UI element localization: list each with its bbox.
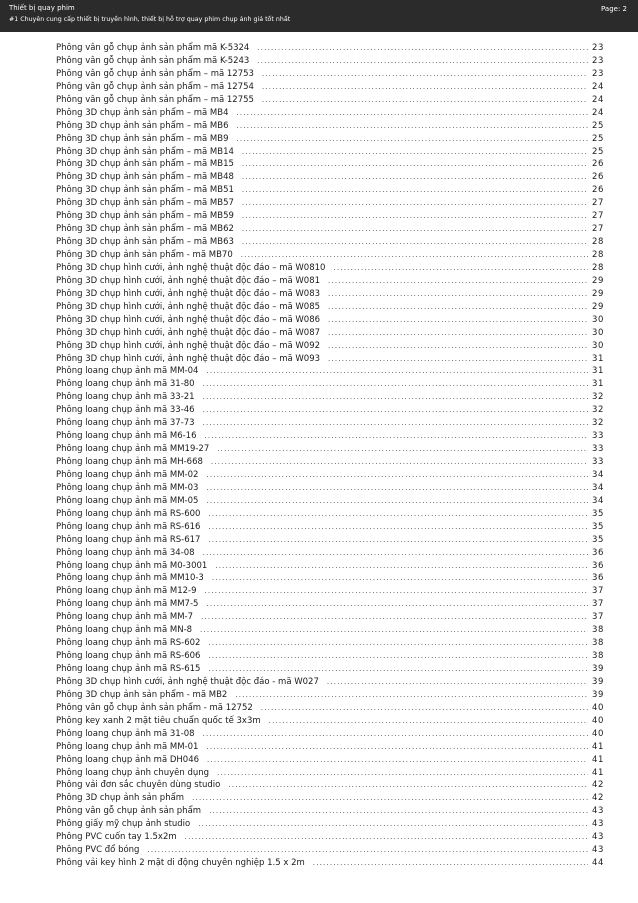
toc-entry[interactable] [56,107,604,120]
toc-entry-title[interactable]: Phông 3D chụp hình cưới, ảnh nghệ thuật độc đáo – mã W093 [56,353,321,364]
toc-entry-title[interactable]: Phông 3D chụp ảnh sản phẩm – mã MB57 [56,198,234,209]
toc-entry-page-number[interactable]: 34 [591,482,604,493]
toc-dot-leader [237,120,589,133]
toc-entry-page-number[interactable]: 28 [591,262,604,273]
toc-dot-leader [200,624,588,637]
toc-entry-page-number[interactable]: 28 [591,250,604,260]
toc-entry-title[interactable]: Phông 3D chụp hình cưới, ảnh nghệ thuật độc đáo – mã W087 [56,327,321,338]
toc-dot-leader [262,94,588,107]
toc-entry-title[interactable]: Phông 3D chụp ảnh sản phẩm – mã MB63 [56,237,234,248]
toc-entry[interactable] [56,585,604,598]
toc-entry[interactable] [56,288,604,301]
toc-entry-title[interactable]: Phông loang chụp ảnh mã RS-617 [56,534,201,545]
toc-entry-title[interactable]: Phông 3D chụp ảnh sản phẩm - mã MB70 [56,250,233,260]
toc-dot-leader [328,301,588,314]
toc-dot-leader [269,715,588,728]
toc-dot-leader [328,340,588,353]
toc-entry[interactable] [56,676,604,689]
toc-entry[interactable] [56,650,604,663]
toc-entry[interactable] [56,391,604,404]
toc-dot-leader [203,404,588,417]
toc-entry[interactable] [56,158,604,171]
toc-entry[interactable] [56,365,604,378]
toc-entry-page-number[interactable]: 41 [591,767,604,778]
toc-dot-leader [242,171,588,184]
toc-entry-title[interactable]: Phông 3D chụp hình cưới, ảnh nghệ thuật độc đáo – mã W085 [56,301,321,312]
toc-dot-leader [262,81,588,94]
toc-dot-leader [257,55,588,68]
toc-entry-page-number[interactable]: 27 [591,198,604,209]
toc-entry-title[interactable]: Phông 3D chụp hình cưới, ảnh nghệ thuật độc đáo – mã W0810 [56,262,326,273]
toc-entry-title[interactable]: Phông vải đơn sắc chuyên dùng studio [56,780,221,791]
toc-entry-page-number[interactable]: 23 [591,55,604,66]
toc-entry-page-number[interactable]: 32 [591,392,604,403]
toc-dot-leader [206,365,588,378]
toc-entry[interactable] [56,560,604,573]
toc-dot-leader [209,805,588,818]
toc-entry-page-number[interactable]: 26 [591,172,604,183]
toc-dot-leader [262,68,588,81]
toc-entry-page-number[interactable]: 37 [591,599,604,610]
toc-entry-page-number[interactable]: 32 [591,418,604,429]
toc-dot-leader [185,831,588,844]
toc-entry-title[interactable]: Phông 3D chụp ảnh sản phẩm – mã MB14 [56,146,234,157]
toc-entry-title[interactable]: Phông loang chụp ảnh mã MM-03 [56,482,199,493]
toc-entry-title[interactable]: Phông loang chụp ảnh mã RS-600 [56,508,201,519]
toc-entry[interactable] [56,779,604,792]
toc-entry-title[interactable]: Phông vân gỗ chụp ảnh sản phẩm – mã 12753 [56,68,254,79]
toc-entry-title[interactable]: Phông vân gỗ chụp ảnh sản phẩm mã K-5324 [56,43,250,53]
toc-entry-page-number[interactable]: 35 [591,534,604,545]
toc-entry[interactable] [56,611,604,624]
toc-entry-title[interactable]: Phông loang chụp ảnh mã M0-3001 [56,560,208,571]
toc-dot-leader [228,779,588,792]
toc-dot-leader [212,572,588,585]
toc-entry[interactable] [56,741,604,754]
toc-entry-page-number[interactable]: 29 [591,288,604,299]
toc-entry-page-number[interactable]: 36 [591,573,604,584]
table-of-contents [56,42,604,870]
toc-entry-title[interactable]: Phông 3D chụp ảnh sản phẩm [56,793,185,804]
toc-entry-page-number[interactable]: 36 [591,547,604,558]
toc-entry-title[interactable]: Phông 3D chụp ảnh sản phẩm – mã MB59 [56,211,234,222]
toc-entry-page-number[interactable]: 33 [591,431,604,442]
toc-entry[interactable] [56,728,604,741]
toc-dot-leader [242,236,588,249]
toc-entry-page-number[interactable]: 35 [591,508,604,519]
toc-dot-leader [327,676,588,689]
toc-entry-page-number[interactable]: 34 [591,495,604,506]
toc-entry-page-number[interactable]: 27 [591,211,604,222]
toc-entry[interactable] [56,624,604,637]
toc-entry-page-number[interactable]: 39 [591,664,604,674]
toc-entry-title[interactable]: Phông 3D chụp hình cưới, ảnh nghệ thuật độc đáo – mã W083 [56,288,321,299]
toc-dot-leader [217,767,588,780]
toc-entry-title[interactable]: Phông loang chụp ảnh chuyên dụng [56,767,210,778]
toc-entry-page-number[interactable]: 25 [591,133,604,144]
toc-entry-title[interactable]: Phông 3D chụp ảnh sản phẩm - mã MB2 [56,689,228,700]
toc-dot-leader [237,133,589,146]
toc-entry-page-number[interactable]: 41 [591,741,604,752]
toc-entry[interactable] [56,81,604,94]
toc-entry-page-number[interactable]: 23 [591,68,604,79]
toc-entry[interactable] [56,94,604,107]
toc-dot-leader [208,521,588,534]
toc-entry-page-number[interactable]: 41 [591,754,604,765]
toc-entry-title[interactable]: Phông 3D chụp ảnh sản phẩm – mã MB62 [56,224,234,235]
toc-entry[interactable] [56,301,604,314]
toc-dot-leader [217,443,588,456]
toc-entry-title[interactable]: Phông loang chụp ảnh mã MM-04 [56,366,199,377]
toc-entry[interactable] [56,469,604,482]
toc-entry-title[interactable]: Phông loang chụp ảnh mã MM19-27 [56,444,210,455]
toc-dot-leader [237,107,589,120]
toc-dot-leader [206,741,588,754]
toc-entry[interactable] [56,262,604,275]
toc-dot-leader [242,223,588,236]
toc-entry-page-number[interactable]: 38 [591,625,604,636]
toc-dot-leader [261,702,588,715]
toc-entry-page-number[interactable]: 43 [591,819,604,830]
toc-dot-leader [328,275,588,288]
toc-dot-leader [206,598,588,611]
toc-entry-page-number[interactable]: 27 [591,224,604,235]
toc-dot-leader [242,184,588,197]
toc-entry-page-number[interactable]: 31 [591,353,604,364]
toc-entry[interactable] [56,340,604,353]
toc-dot-leader [205,430,589,443]
toc-entry[interactable] [56,146,604,159]
toc-entry-page-number[interactable]: 37 [591,612,604,623]
toc-entry-page-number[interactable]: 33 [591,457,604,467]
toc-dot-leader [208,663,588,676]
toc-entry[interactable] [56,754,604,767]
toc-entry-title[interactable]: Phông 3D chụp ảnh sản phẩm – mã MB51 [56,185,234,196]
toc-entry-title[interactable]: Phông 3D chụp hình cưới, ảnh nghệ thuật độc đáo – mã W081 [56,275,321,286]
toc-entry[interactable] [56,327,604,340]
toc-entry[interactable] [56,223,604,236]
toc-entry-title[interactable]: Phông 3D chụp ảnh sản phẩm – mã MB15 [56,159,234,170]
toc-entry-page-number[interactable]: 39 [591,676,604,687]
toc-entry-page-number[interactable]: 31 [591,366,604,377]
toc-entry-page-number[interactable]: 32 [591,405,604,416]
toc-entry-page-number[interactable]: 36 [591,560,604,571]
toc-dot-leader [203,417,588,430]
toc-entry[interactable] [56,805,604,818]
toc-entry[interactable] [56,534,604,547]
toc-entry-page-number[interactable]: 29 [591,301,604,312]
toc-dot-leader [242,197,588,210]
toc-entry-title[interactable]: Phông loang chụp ảnh mã MM-01 [56,741,199,752]
toc-entry-title[interactable]: Phông 3D chụp ảnh sản phẩm – mã MB4 [56,107,229,118]
toc-entry-page-number[interactable]: 40 [591,702,604,713]
toc-entry-title[interactable]: Phông PVC đổ bóng [56,845,140,856]
toc-entry-page-number[interactable]: 24 [591,107,604,118]
toc-entry[interactable] [56,844,604,857]
toc-entry-title[interactable]: Phông 3D chụp ảnh sản phẩm – mã MB6 [56,120,229,131]
toc-entry[interactable] [56,133,604,146]
header-subtitle: #1 Chuyên cung cấp thiết bị truyền hình, thiết bị hỗ trợ quay phim chụp ảnh giá tốt nhất [9,16,291,23]
toc-entry[interactable] [56,702,604,715]
toc-entry-page-number[interactable]: 26 [591,159,604,170]
toc-entry-title[interactable]: Phông PVC cuốn tay 1.5x2m [56,832,177,843]
toc-entry[interactable] [56,197,604,210]
toc-dot-leader [203,378,588,391]
toc-dot-leader [205,585,589,598]
toc-entry-page-number[interactable]: 37 [591,586,604,597]
toc-dot-leader [333,262,588,275]
toc-entry-page-number[interactable]: 33 [591,444,604,455]
toc-entry[interactable] [56,482,604,495]
toc-entry-title[interactable]: Phông loang chụp ảnh mã 34-08 [56,547,195,558]
toc-entry-title[interactable]: Phông loang chụp ảnh mã 31-08 [56,728,195,739]
toc-entry-page-number[interactable]: 30 [591,314,604,325]
toc-entry-title[interactable]: Phông vân gỗ chụp ảnh sản phẩm - mã 12752 [56,702,253,713]
toc-dot-leader [328,288,588,301]
page-number: Page: 2 [601,5,627,13]
toc-entry[interactable] [56,456,604,469]
toc-entry[interactable] [56,831,604,844]
toc-entry[interactable] [56,42,604,55]
toc-entry-title[interactable]: Phông loang chụp ảnh mã 31-80 [56,379,195,390]
toc-entry-title[interactable]: Phông vân gỗ chụp ảnh sản phẩm mã K-5243 [56,55,250,66]
toc-entry[interactable] [56,55,604,68]
toc-entry[interactable] [56,637,604,650]
toc-entry[interactable] [56,572,604,585]
toc-entry-page-number[interactable]: 40 [591,715,604,726]
toc-entry-title[interactable]: Phông vân gỗ chụp ảnh sản phẩm – mã 12754 [56,81,254,92]
toc-dot-leader [242,210,588,223]
toc-entry-title[interactable]: Phông key xanh 2 mặt tiêu chuẩn quốc tế 3x3m [56,715,261,726]
toc-dot-leader [206,495,588,508]
toc-dot-leader [242,146,588,159]
toc-entry[interactable] [56,210,604,223]
toc-entry-title[interactable]: Phông vân gỗ chụp ảnh sản phẩm [56,806,202,817]
toc-entry-page-number[interactable]: 30 [591,340,604,351]
toc-entry[interactable] [56,430,604,443]
toc-entry[interactable] [56,236,604,249]
toc-dot-leader [201,611,588,624]
toc-entry-page-number[interactable]: 28 [591,237,604,248]
toc-entry-page-number[interactable]: 29 [591,275,604,286]
toc-entry-title[interactable]: Phông 3D chụp hình cưới, ảnh nghệ thuật độc đáo - mã W027 [56,676,319,687]
toc-entry-page-number[interactable]: 25 [591,146,604,157]
toc-entry[interactable] [56,547,604,560]
toc-entry-page-number[interactable]: 31 [591,379,604,390]
toc-entry-page-number[interactable]: 42 [591,780,604,791]
toc-entry[interactable] [56,120,604,133]
toc-dot-leader [207,754,588,767]
toc-entry-page-number[interactable]: 25 [591,120,604,131]
toc-entry[interactable] [56,249,604,262]
toc-entry-page-number[interactable]: 40 [591,728,604,739]
toc-entry-title[interactable]: Phông loang chụp ảnh mã RS-615 [56,664,201,674]
toc-entry-title[interactable]: Phông loang chụp ảnh mã RS-616 [56,521,201,532]
toc-entry[interactable] [56,495,604,508]
toc-entry-title[interactable]: Phông 3D chụp hình cưới, ảnh nghệ thuật độc đáo – mã W092 [56,340,321,351]
toc-entry[interactable] [56,715,604,728]
toc-dot-leader [328,353,588,366]
toc-entry-page-number[interactable]: 34 [591,469,604,480]
toc-entry[interactable] [56,521,604,534]
toc-entry[interactable] [56,171,604,184]
toc-entry[interactable] [56,378,604,391]
toc-entry[interactable] [56,417,604,430]
toc-dot-leader [206,482,588,495]
toc-dot-leader [203,547,588,560]
toc-dot-leader [147,844,588,857]
toc-entry-title[interactable]: Phông vân gỗ chụp ảnh sản phẩm – mã 12755 [56,94,254,105]
toc-dot-leader [257,42,588,55]
toc-entry-title[interactable]: Phông giấy mỹ chụp ảnh studio [56,819,191,830]
toc-dot-leader [328,314,588,327]
toc-entry[interactable] [56,353,604,366]
toc-entry-page-number[interactable]: 43 [591,832,604,843]
toc-dot-leader [203,728,588,741]
toc-entry[interactable] [56,857,604,870]
toc-entry-title[interactable]: Phông loang chụp ảnh mã MM10-3 [56,573,204,584]
toc-entry-title[interactable]: Phông 3D chụp hình cưới, ảnh nghệ thuật độc đáo – mã W086 [56,314,321,325]
toc-dot-leader [208,508,588,521]
toc-entry-title[interactable]: Phông loang chụp ảnh mã MN-8 [56,625,193,636]
toc-entry[interactable] [56,404,604,417]
toc-entry[interactable] [56,443,604,456]
toc-entry-page-number[interactable]: 38 [591,651,604,662]
toc-entry-title[interactable]: Phông loang chụp ảnh mã 33-46 [56,405,195,416]
toc-entry[interactable] [56,68,604,81]
toc-entry-title[interactable]: Phông loang chụp ảnh mã MM-02 [56,469,199,480]
toc-dot-leader [192,792,588,805]
toc-entry-title[interactable]: Phông loang chụp ảnh mã MM-7 [56,612,194,623]
toc-dot-leader [208,637,588,650]
toc-entry[interactable] [56,314,604,327]
toc-dot-leader [313,857,588,870]
toc-entry-page-number[interactable]: 43 [591,845,604,856]
toc-entry[interactable] [56,663,604,676]
toc-entry-title[interactable]: Phông loang chụp ảnh mã M12-9 [56,586,197,597]
toc-entry[interactable] [56,792,604,805]
toc-entry-title[interactable]: Phông vải key hình 2 mặt di động chuyên nghiệp 1.5 x 2m [56,858,305,869]
toc-entry-title[interactable]: Phông loang chụp ảnh mã MH-668 [56,457,203,467]
toc-entry-page-number[interactable]: 44 [591,858,604,869]
toc-entry[interactable] [56,767,604,780]
toc-dot-leader [208,534,588,547]
toc-entry-page-number[interactable]: 35 [591,521,604,532]
toc-entry-title[interactable]: Phông loang chụp ảnh mã 33-21 [56,392,195,403]
toc-entry[interactable] [56,598,604,611]
toc-dot-leader [198,818,588,831]
toc-entry-page-number[interactable]: 42 [591,793,604,804]
toc-entry-title[interactable]: Phông loang chụp ảnh mã RS-606 [56,651,201,662]
header-title: Thiết bị quay phim [9,4,75,12]
toc-entry-title[interactable]: Phông loang chụp ảnh mã DH046 [56,754,200,765]
toc-entry-page-number[interactable]: 39 [591,689,604,700]
toc-dot-leader [206,469,588,482]
toc-dot-leader [242,158,588,171]
toc-entry[interactable] [56,818,604,831]
toc-entry[interactable] [56,508,604,521]
toc-entry-page-number[interactable]: 38 [591,638,604,649]
toc-entry-page-number[interactable]: 24 [591,81,604,92]
page-header [0,0,638,32]
toc-dot-leader [215,560,588,573]
toc-dot-leader [235,689,588,702]
toc-entry-page-number[interactable]: 30 [591,327,604,338]
toc-dot-leader [211,456,588,469]
toc-dot-leader [208,650,588,663]
toc-entry-page-number[interactable]: 24 [591,94,604,105]
toc-dot-leader [328,327,588,340]
toc-entry-title[interactable]: Phông loang chụp ảnh mã MM-05 [56,495,199,506]
toc-entry-page-number[interactable]: 26 [591,185,604,196]
toc-entry-title[interactable]: Phông loang chụp ảnh mã MM7-5 [56,599,199,610]
toc-dot-leader [241,249,588,262]
toc-entry-title[interactable]: Phông 3D chụp ảnh sản phẩm – mã MB9 [56,133,229,144]
toc-entry[interactable] [56,689,604,702]
toc-entry-page-number[interactable]: 43 [591,806,604,817]
toc-entry[interactable] [56,184,604,197]
toc-entry-page-number[interactable]: 23 [591,43,604,53]
toc-entry-title[interactable]: Phông loang chụp ảnh mã M6-16 [56,431,197,442]
toc-entry-title[interactable]: Phông loang chụp ảnh mã 37-73 [56,418,195,429]
toc-entry-title[interactable]: Phông loang chụp ảnh mã RS-602 [56,638,201,649]
toc-dot-leader [203,391,588,404]
toc-entry-title[interactable]: Phông 3D chụp ảnh sản phẩm – mã MB48 [56,172,234,183]
toc-entry[interactable] [56,275,604,288]
